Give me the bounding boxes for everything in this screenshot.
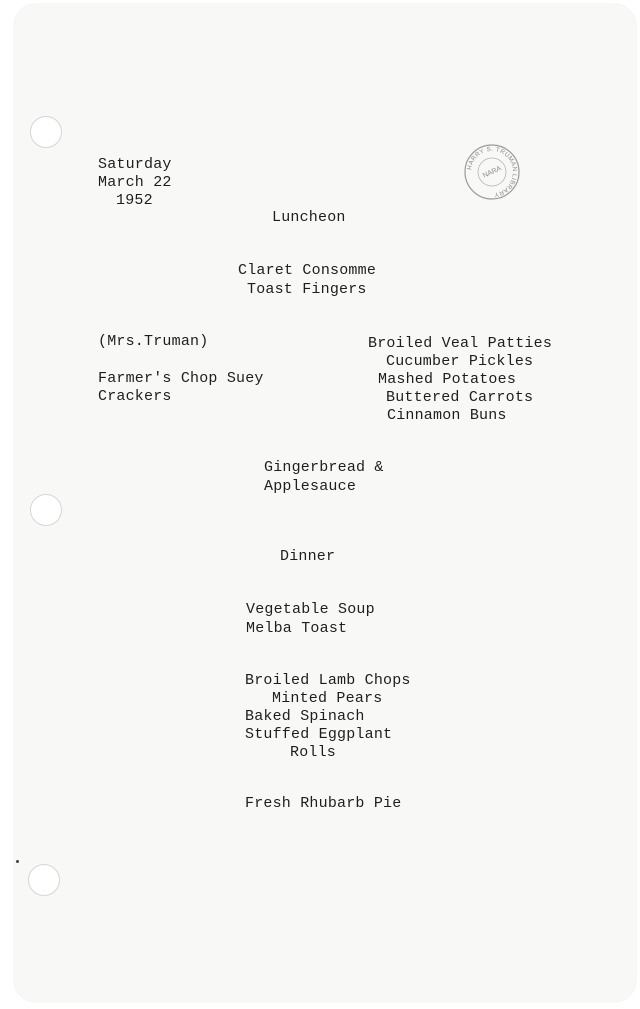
- dinner-main-5: Rolls: [290, 744, 337, 761]
- luncheon-starter-2: Toast Fingers: [247, 281, 367, 298]
- dinner-heading: Dinner: [280, 548, 336, 565]
- stamp-center-text: NARA: [481, 165, 503, 180]
- luncheon-dessert-2: Applesauce: [264, 478, 357, 495]
- dinner-main-4: Stuffed Eggplant: [245, 726, 393, 743]
- luncheon-right-item-2: Cucumber Pickles: [386, 353, 534, 370]
- punch-hole-middle: [30, 494, 62, 526]
- luncheon-left-item-1: Farmer's Chop Suey: [98, 370, 264, 387]
- date-month-day: March 22: [98, 174, 172, 191]
- luncheon-right-item-3: Mashed Potatoes: [378, 371, 517, 388]
- punch-hole-top: [30, 116, 62, 148]
- luncheon-right-item-4: Buttered Carrots: [386, 389, 534, 406]
- dinner-main-3: Baked Spinach: [245, 708, 365, 725]
- stamp-text: HARRY S. TRUMAN LIBRARY: [466, 145, 519, 198]
- menu-page: [14, 4, 636, 1002]
- luncheon-heading: Luncheon: [272, 209, 346, 226]
- date-day: Saturday: [98, 156, 172, 173]
- punch-hole-bottom: [28, 864, 60, 896]
- date-year: 1952: [116, 192, 153, 209]
- luncheon-starter-1: Claret Consomme: [238, 262, 377, 279]
- ink-speck: [16, 860, 19, 863]
- luncheon-left-item-2: Crackers: [98, 388, 172, 405]
- luncheon-left-label: (Mrs.Truman): [98, 333, 209, 350]
- luncheon-dessert-1: Gingerbread &: [264, 459, 384, 476]
- dinner-starter-1: Vegetable Soup: [246, 601, 375, 618]
- dinner-main-2: Minted Pears: [272, 690, 383, 707]
- library-stamp-icon: [462, 142, 522, 202]
- luncheon-right-item-1: Broiled Veal Patties: [368, 335, 553, 352]
- dinner-dessert: Fresh Rhubarb Pie: [245, 795, 402, 812]
- dinner-main-1: Broiled Lamb Chops: [245, 672, 411, 689]
- dinner-starter-2: Melba Toast: [246, 620, 348, 637]
- luncheon-right-item-5: Cinnamon Buns: [387, 407, 507, 424]
